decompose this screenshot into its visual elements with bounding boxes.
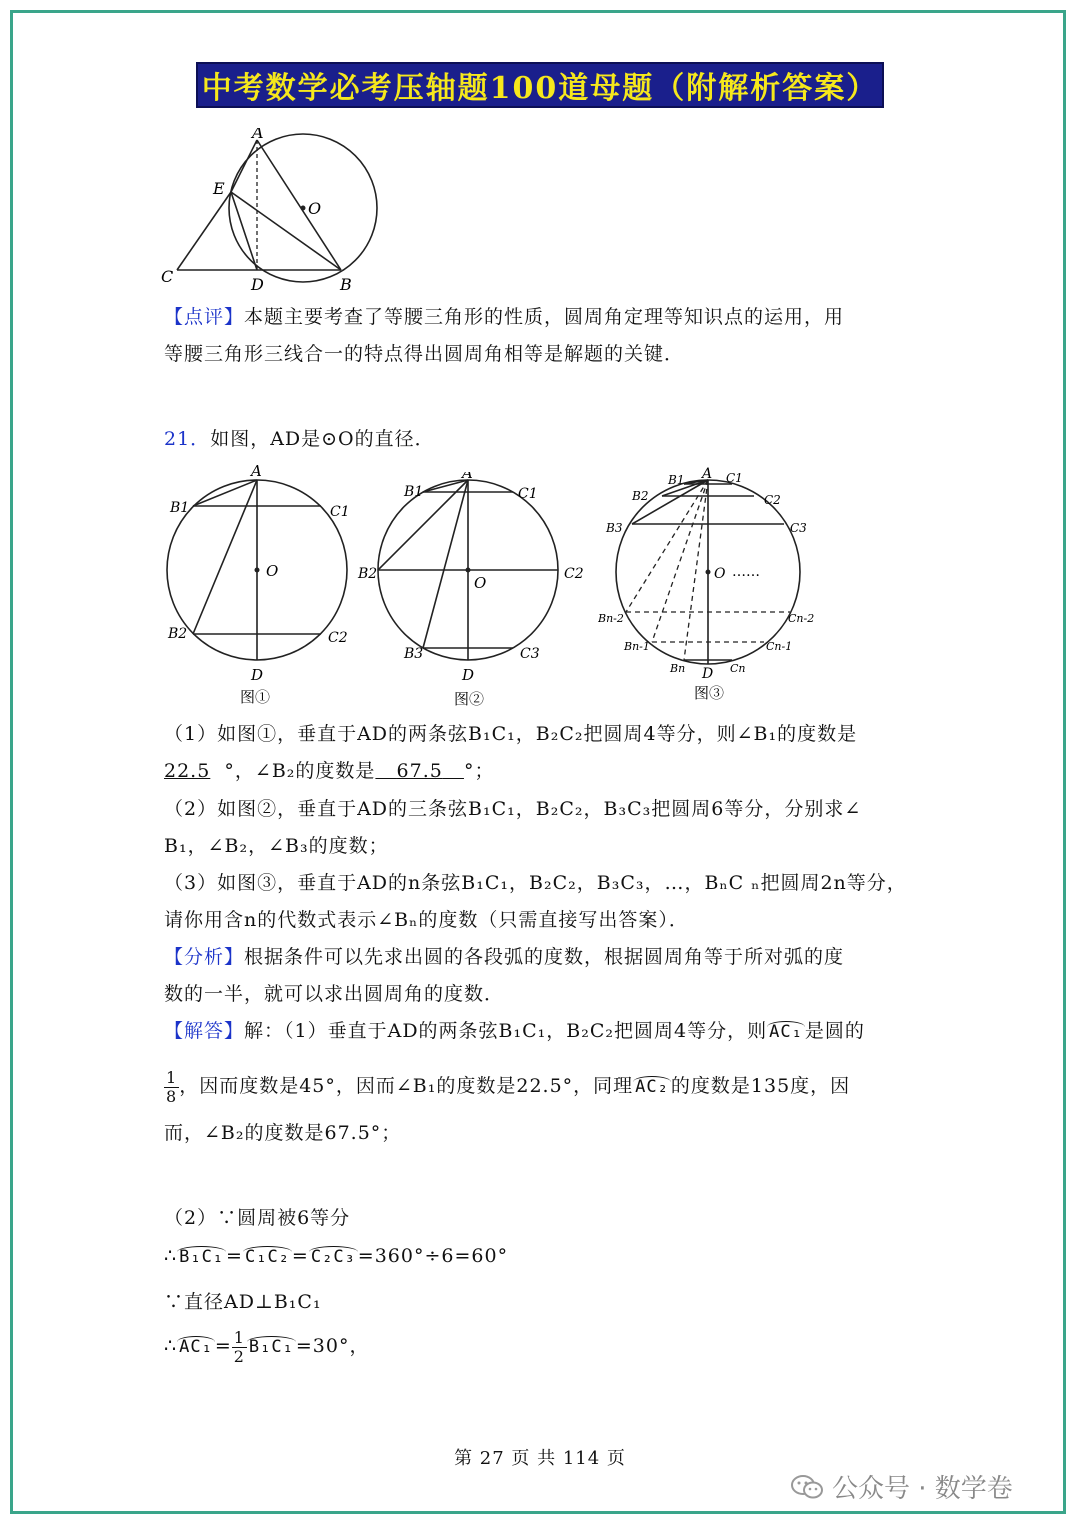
part1-line-2: [164, 757, 494, 785]
solution-p2-line-2: ∴ B₁C₁ = C₁C₂ = C₂C₃ =360°÷6=60°: [164, 1245, 509, 1267]
fig1-label-C2: C2: [328, 630, 348, 646]
arc-ac2: AC₂: [635, 1077, 669, 1097]
fig1-label-B2: B2: [168, 626, 188, 642]
solution-text-2: ，因而度数是45°，因而∠B₁的度数是22.5°，同理: [179, 1075, 634, 1097]
fig2-label-C2: C2: [564, 566, 584, 582]
fig3-label-D: D: [702, 666, 714, 682]
part3-line-1: （3）如图③，垂直于AD的n条弦B₁C₁，B₂C₂，B₃C₃，…，BₙC ₙ把圆周2n等分，: [164, 872, 907, 894]
fig1-label-B1: B1: [170, 500, 190, 516]
page-footer: 第 27 页 共 114 页: [454, 1448, 626, 1469]
part1-line-1: （1）如图①，垂直于AD的两条弦B₁C₁，B₂C₂把圆周4等分，则∠B₁的度数是: [164, 723, 858, 745]
fig3-label-Cn-1: Cn-1: [766, 640, 793, 653]
solution-text-1b: 是圆的: [804, 1020, 865, 1042]
fig2-label-B1: B1: [404, 484, 424, 500]
comment-line-2: 等腰三角形三线合一的特点得出圆周角相等是解题的关键．: [164, 343, 685, 365]
top-figure: [155, 128, 395, 298]
fraction-one-eighth: $\frac{1}{8}$: [166, 1067, 178, 1106]
figure-1: [160, 462, 360, 712]
figure-2: [350, 472, 590, 712]
question-stem: 如图，AD是⊙O的直径．: [210, 428, 435, 450]
fig2-label-O: O: [474, 574, 487, 592]
fig3-label-Cn: Cn: [730, 662, 746, 675]
fig3-label-O: O: [714, 566, 726, 582]
fig3-label-C3: C3: [790, 521, 807, 535]
solution-text-2b: 的度数是135度，因: [670, 1075, 851, 1097]
part3-line-2: 请你用含n的代数式表示∠Bₙ的度数（只需直接写出答案）．: [164, 909, 689, 931]
arc-ac1: AC₁: [769, 1022, 803, 1042]
fig2-label-C1: C1: [518, 486, 538, 502]
label-O: O: [308, 199, 322, 218]
part1-answer-2: 67.5: [396, 760, 443, 782]
solution-line-1: [164, 1017, 865, 1046]
arc-b1c1-b: B₁C₁: [248, 1337, 294, 1357]
fig1-label-D: D: [251, 666, 264, 684]
fig3-label-Bn: Bn: [670, 662, 686, 675]
fig1-label-A: A: [251, 462, 262, 480]
solution-line-3: 而，∠B₂的度数是67.5°；: [164, 1122, 402, 1144]
solution-tag: 【解答】: [164, 1020, 245, 1042]
analysis-tag: 【分析】: [164, 946, 245, 968]
arc-ac1-b: AC₁: [179, 1337, 213, 1357]
label-B: B: [340, 275, 352, 294]
watermark-text: 公众号 · 数学卷: [832, 1474, 1013, 1504]
fig1-caption: 图①: [240, 688, 271, 706]
comment-tag: 【点评】: [164, 306, 245, 328]
question-number: 21．: [164, 428, 211, 450]
figure-3: [598, 462, 828, 702]
fig3-label-C2: C2: [764, 493, 781, 507]
fig3-label-A: A: [702, 466, 713, 482]
question-21-stem: [164, 425, 435, 453]
analysis-line-2: 数的一半，就可以求出圆周角的度数．: [164, 983, 505, 1005]
wechat-icon: [790, 1473, 824, 1501]
label-C: C: [161, 267, 174, 286]
solution-p2-line-4: ∴ AC₁ = $\frac{1}{2}$ B₁C₁ =30°，: [164, 1327, 370, 1366]
fig2-label-A: A: [462, 472, 473, 482]
part1-end: °；: [463, 760, 495, 782]
fig2-label-D: D: [462, 666, 475, 684]
fig1-label-C1: C1: [330, 504, 350, 520]
comment-line-1: [164, 303, 844, 331]
fig2-label-B2: B2: [358, 566, 378, 582]
arc-c2c3: C₂C₃: [310, 1247, 356, 1267]
fig3-label-B1: B1: [668, 473, 685, 487]
fig3-label-B2: B2: [632, 489, 649, 503]
analysis-text-1: 根据条件可以先求出圆的各段弧的度数，根据圆周角等于所对弧的度: [244, 946, 845, 968]
part1-mid: °，∠B₂的度数是: [224, 760, 376, 782]
fig2-label-C3: C3: [520, 646, 540, 662]
part2-line-2: B₁，∠B₂，∠B₃的度数；: [164, 835, 389, 857]
page-banner-title: 中考数学必考压轴题100道母题（附解析答案）: [196, 62, 884, 108]
arc-c1c2: C₁C₂: [244, 1247, 290, 1267]
part2-line-1: （2）如图②，垂直于AD的三条弦B₁C₁，B₂C₂，B₃C₃把圆周6等分，分别求∠: [164, 798, 862, 820]
fig3-caption: 图③: [694, 684, 725, 702]
label-E: E: [213, 179, 225, 198]
fig3-label-C1: C1: [726, 471, 743, 485]
analysis-line-1: [164, 943, 844, 971]
part1-answer-1: 22.5: [164, 760, 211, 782]
fig3-label-Bn-1: Bn-1: [624, 640, 650, 653]
fig1-label-O: O: [266, 562, 279, 580]
fig2-caption: 图②: [454, 690, 485, 708]
comment-text-1: 本题主要考查了等腰三角形的性质，圆周角定理等知识点的运用，用: [244, 306, 845, 328]
fraction-one-half: $\frac{1}{2}$: [233, 1327, 245, 1366]
fig2-label-B3: B3: [404, 646, 424, 662]
fig3-label-Bn-2: Bn-2: [598, 612, 624, 625]
label-D: D: [251, 275, 264, 294]
fig3-label-Cn-2: Cn-2: [788, 612, 815, 625]
solution-p2-line-1: （2）∵圆周被6等分: [164, 1207, 351, 1229]
arc-b1c1: B₁C₁: [179, 1247, 225, 1267]
solution-line-2: [164, 1066, 850, 1107]
fig3-label-B3: B3: [606, 521, 623, 535]
fig3-ellipsis: ……: [732, 564, 760, 580]
label-A: A: [252, 128, 264, 142]
watermark: [790, 1468, 1013, 1505]
solution-p2-line-3: ∵直径AD⊥B₁C₁: [164, 1291, 322, 1313]
solution-text-1: 解：（1）垂直于AD的两条弦B₁C₁，B₂C₂把圆周4等分，则: [244, 1020, 768, 1042]
